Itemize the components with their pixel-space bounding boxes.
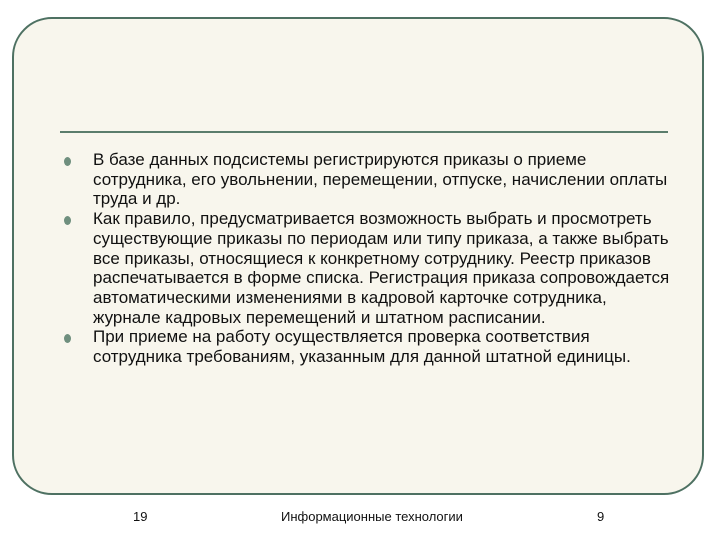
- bullet-item: [60, 327, 670, 366]
- bullet-item: [60, 209, 670, 327]
- page-number: 9: [597, 509, 605, 524]
- bullet-list: [60, 150, 670, 367]
- bullet-dot-icon: [64, 334, 71, 343]
- bullet-item: [60, 150, 670, 209]
- footer-title: Информационные технологии: [281, 509, 463, 524]
- bullet-text: Как правило, предусматривается возможность выбрать и просмотреть существующие приказы по периодам или типу приказа, а также выбрать все приказы, относящиеся к конкретному сотруднику. Реестр приказов распечатывается в форме списка. Регистрация приказа сопровождается автоматическими изменениями в кадровой карточке сотрудника, журнале кадровых перемещений и штатном расписании.: [93, 209, 670, 327]
- footer-date: 19: [133, 509, 148, 524]
- bullet-dot-icon: [64, 216, 71, 225]
- bullet-text: При приеме на работу осуществляется проверка соответствия сотрудника требованиям, указанным для данной штатной единицы.: [93, 327, 631, 367]
- bullet-text: В базе данных подсистемы регистрируются приказы о приеме сотрудника, его увольнении, перемещении, отпуске, начислении оплаты труда и др.: [93, 150, 668, 209]
- title-divider: [60, 131, 668, 133]
- bullet-dot-icon: [64, 157, 71, 166]
